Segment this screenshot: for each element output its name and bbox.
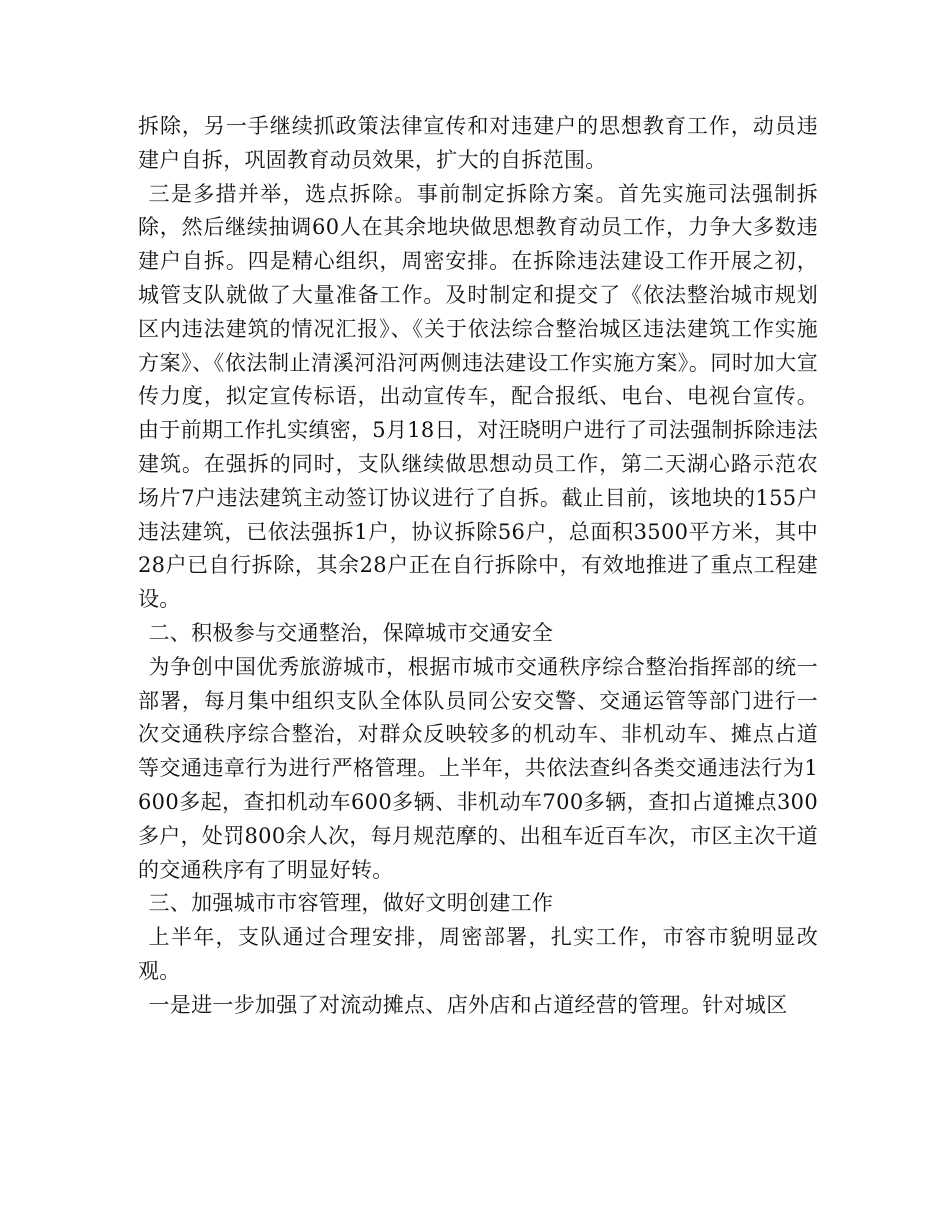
section-heading-traffic: 二、积极参与交通整治，保障城市交通安全 [148,620,554,645]
paragraph-continuation: 拆除，另一手继续抓政策法律宣传和对违建户的思想教育工作，动员违建户自拆，巩固教育动员效果，扩大的自拆范围。 [138,114,818,172]
paragraph-city-appearance-summary: 上半年，支队通过合理安排，周密部署，扎实工作，市容市貌明显改观。 [138,925,818,983]
paragraph-traffic-rectification: 为争创中国优秀旅游城市，根据市城市交通秩序综合整治指挥部的统一部署，每月集中组织支队全体队员同公安交警、交通运管等部门进行一次交通秩序综合整治，对群众反映较多的机动车、非机动车、摊点占道等交通违章行为进行严格管理。上半年，共依法查纠各类交通违法行为1600多起，查扣机动车600多辆、非机动车700多辆，查扣占道摊点300多户，处罚800余人次，每月规范摩的、出租车近百车次，市区主次干道的交通秩序有了明显好转。 [138,654,818,882]
paragraph-demolition-measures: 三是多措并举，选点拆除。事前制定拆除方案。首先实施司法强制拆除，然后继续抽调60人在其余地块做思想教育动员工作，力争大多数违建户自拆。四是精心组织，周密安排。在拆除违法建设工作开展之初，城管支队就做了大量准备工作。及时制定和提交了《依法整治城市规划区内违法建筑的情况汇报》、《关于依法综合整治城区违法建筑工作实施方案》、《依法制止清溪河沿河两侧违法建设工作实施方案》。同时加大宣传力度，拟定宣传标语，出动宣传车，配合报纸、电台、电视台宣传。由于前期工作扎实缜密，5月18日，对汪晓明户进行了司法强制拆除违法建筑。在强拆的同时，支队继续做思想动员工作，第二天湖心路示范农场片7户违法建筑主动签订协议进行了自拆。截止目前，该地块的155户违法建筑，已依法强拆1户，协议拆除56户，总面积3500平方米，其中28户已自行拆除，其余28户正在自行拆除中，有效地推进了重点工程建设。 [138,181,818,612]
paragraph-street-vendor-management: 一是进一步加强了对流动摊点、店外店和占道经营的管理。针对城区 [148,992,788,1017]
document-body [138,110,818,1023]
section-heading-city-appearance: 三、加强城市市容管理，做好文明创建工作 [148,891,554,916]
